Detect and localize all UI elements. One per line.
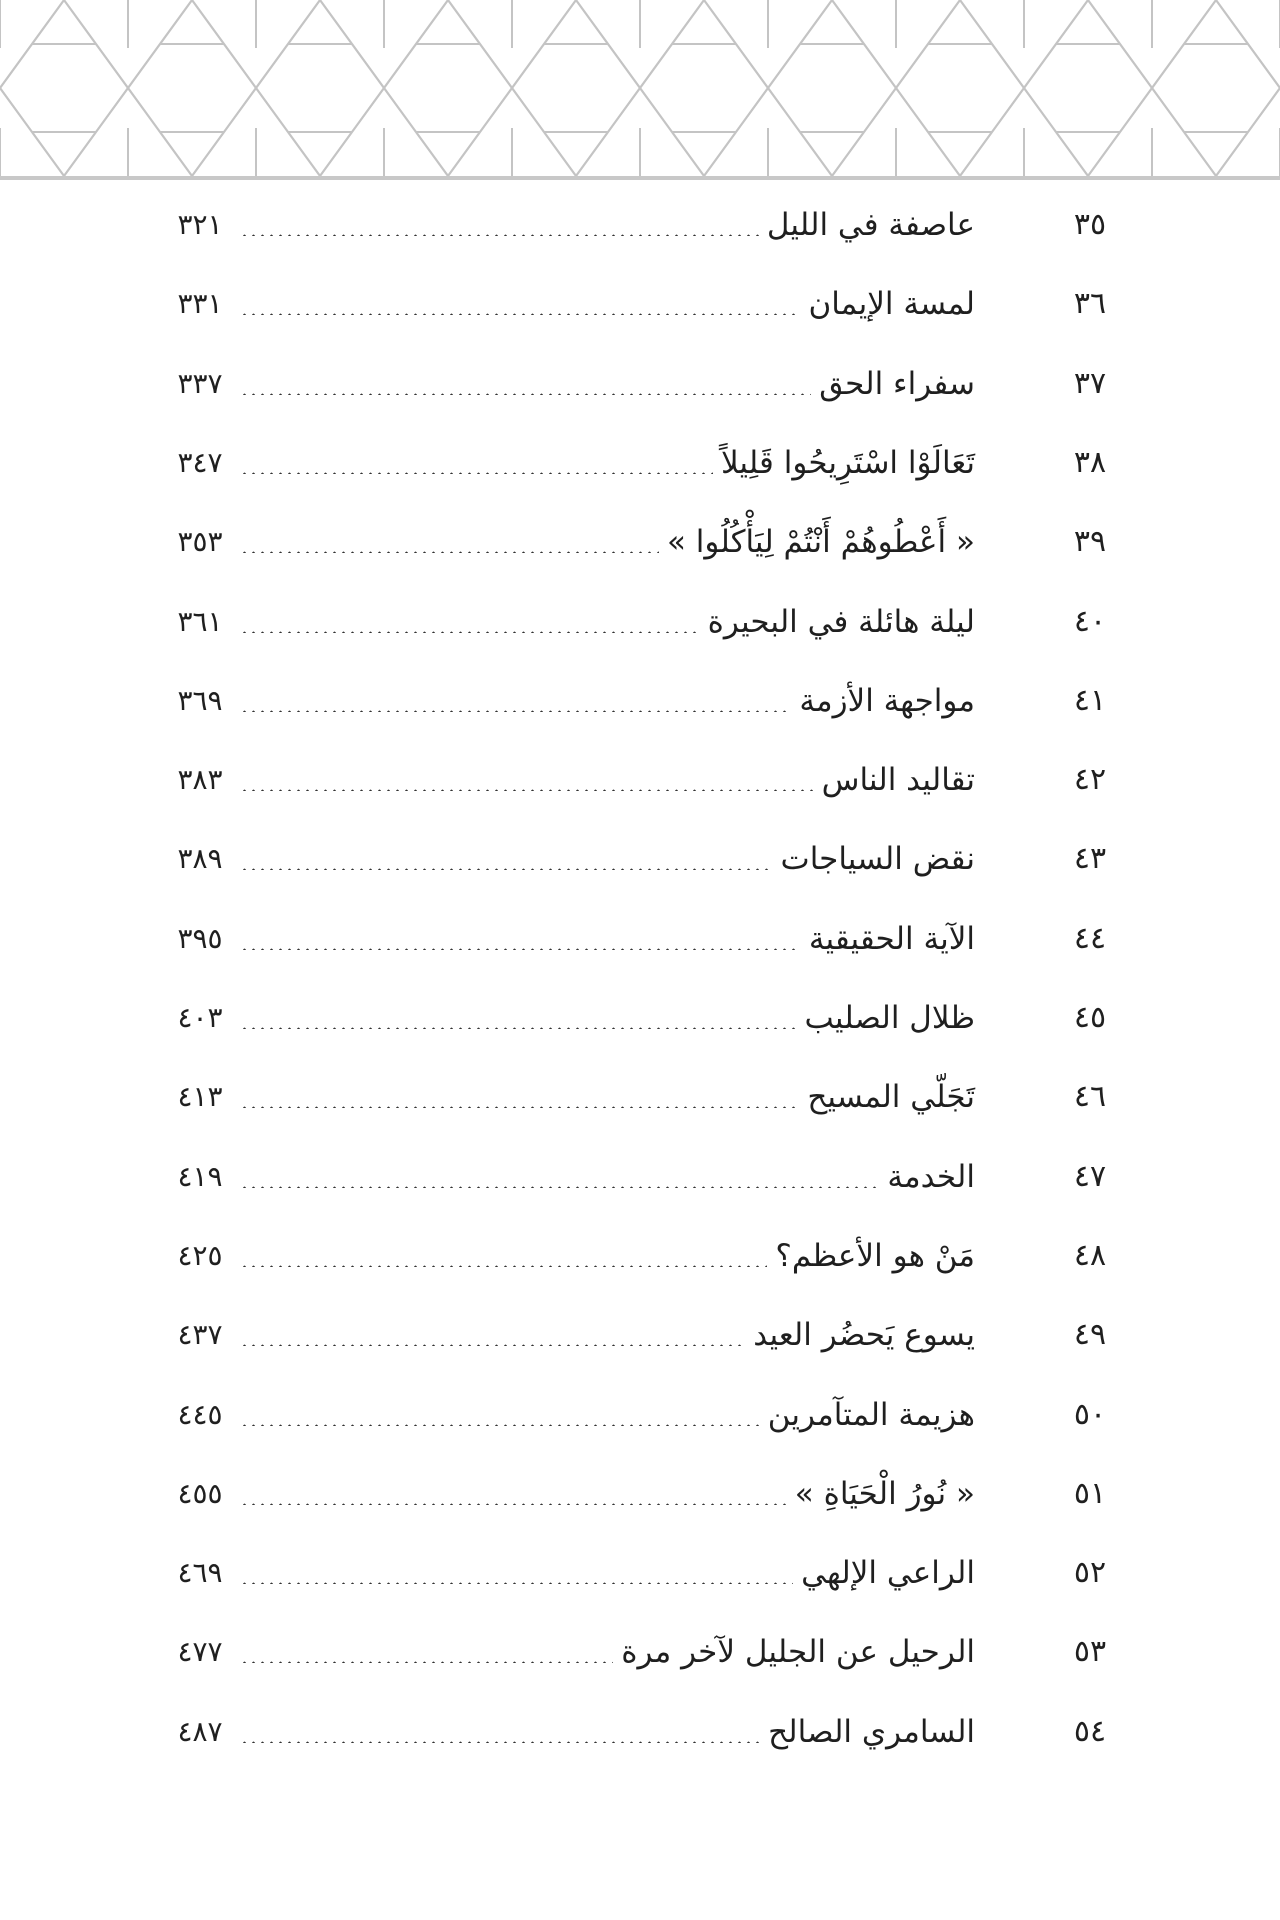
page-number: ٣٨٣ <box>177 763 223 797</box>
pattern-line <box>288 132 320 176</box>
pattern-line <box>576 0 608 44</box>
pattern-line <box>1216 0 1248 44</box>
toc-entry[interactable] <box>0 1295 1280 1375</box>
pattern-line <box>480 44 512 88</box>
pattern-line <box>96 88 128 132</box>
pattern-line <box>960 0 992 44</box>
toc-entry[interactable] <box>0 978 1280 1058</box>
toc-entry[interactable] <box>0 1612 1280 1692</box>
chapter-title-line <box>240 661 975 741</box>
chapter-number: ٥٢ <box>1073 1555 1107 1591</box>
pattern-line <box>64 132 96 176</box>
chapter-title: الراعي الإلهي <box>801 1555 975 1592</box>
toc-entry[interactable] <box>0 1057 1280 1137</box>
page-number: ٤٤٥ <box>177 1397 223 1431</box>
chapter-title: تقاليد الناس <box>821 762 975 799</box>
chapter-title-line <box>240 1295 975 1375</box>
page-number: ٣٣١ <box>177 287 223 321</box>
toc-entry[interactable] <box>0 344 1280 424</box>
chapter-title: مواجهة الأزمة <box>799 682 975 719</box>
chapter-title: سفراء الحق <box>819 365 975 402</box>
dot-leader <box>240 234 759 236</box>
toc-entry[interactable] <box>0 1692 1280 1772</box>
chapter-number: ٤١ <box>1073 682 1107 718</box>
dot-leader <box>240 393 811 395</box>
chapter-title: تَعَالَوْا اسْتَرِيحُوا قَلِيلاً <box>720 444 975 481</box>
dot-leader <box>240 1741 760 1743</box>
page-number: ٤٥٥ <box>177 1476 223 1510</box>
dot-leader <box>240 1344 745 1346</box>
pattern-line <box>736 88 768 132</box>
pattern-line <box>320 132 352 176</box>
chapter-number: ٤٩ <box>1073 1317 1107 1353</box>
pattern-line <box>448 132 480 176</box>
chapter-title: « نُورُ الْحَيَاةِ » <box>794 1475 975 1512</box>
pattern-line <box>992 88 1024 132</box>
chapter-number: ٥١ <box>1073 1475 1107 1511</box>
pattern-line <box>1088 0 1120 44</box>
chapter-title: تَجَلّي المسيح <box>807 1079 975 1116</box>
dot-leader <box>240 551 659 553</box>
chapter-title-line <box>240 582 975 662</box>
pattern-line <box>960 132 992 176</box>
pattern-line <box>608 44 640 88</box>
page-number: ٣٦٩ <box>177 683 223 717</box>
chapter-number: ٥٤ <box>1073 1713 1107 1749</box>
pattern-line <box>1152 44 1184 88</box>
chapter-number: ٣٨ <box>1073 444 1107 480</box>
pattern-line <box>1088 132 1120 176</box>
pattern-line <box>416 132 448 176</box>
pattern-line <box>0 44 32 88</box>
pattern-line <box>640 88 672 132</box>
pattern-line <box>64 0 96 44</box>
chapter-number: ٤٣ <box>1073 841 1107 877</box>
toc-entry[interactable] <box>0 899 1280 979</box>
toc-entry[interactable] <box>0 1454 1280 1534</box>
page-number: ٣٢١ <box>177 208 223 241</box>
chapter-title-line <box>240 1216 975 1296</box>
pattern-line <box>512 88 544 132</box>
toc-entry[interactable] <box>0 661 1280 741</box>
chapter-number: ٥٠ <box>1073 1396 1107 1432</box>
toc-entry[interactable] <box>0 819 1280 899</box>
chapter-title: « أَعْطُوهُمْ أَنْتُمْ لِيَأْكُلُوا » <box>666 524 975 561</box>
page-number: ٣٨٩ <box>177 842 223 876</box>
chapter-title: لمسة الإيمان <box>808 286 975 323</box>
toc-entry[interactable] <box>0 264 1280 344</box>
chapter-title-line <box>240 1454 975 1534</box>
chapter-number: ٤٤ <box>1073 920 1107 956</box>
chapter-title: ليلة هائلة في البحيرة <box>707 603 975 640</box>
chapter-number: ٤٠ <box>1073 603 1107 639</box>
dot-leader <box>240 789 814 791</box>
pattern-line <box>160 132 192 176</box>
toc-entry[interactable] <box>0 1375 1280 1455</box>
pattern-line <box>1248 44 1280 88</box>
dot-leader <box>240 1424 760 1426</box>
pattern-line <box>1120 44 1152 88</box>
pattern-line <box>448 0 480 44</box>
chapter-title-line <box>240 1533 975 1613</box>
pattern-line <box>128 44 160 88</box>
pattern-line <box>1248 88 1280 132</box>
chapter-title-line <box>240 978 975 1058</box>
pattern-line <box>352 88 384 132</box>
page-number: ٤٦٩ <box>177 1556 223 1590</box>
pattern-line <box>288 0 320 44</box>
dot-leader <box>240 472 713 474</box>
chapter-number: ٤٥ <box>1073 1000 1107 1035</box>
pattern-line <box>1024 44 1056 88</box>
chapter-title: السامري الصالح <box>768 1713 975 1750</box>
pattern-line <box>800 0 832 44</box>
chapter-title: الآية الحقيقية <box>808 920 975 957</box>
pattern-line <box>32 132 64 176</box>
pattern-line <box>800 132 832 176</box>
chapter-number: ٤٨ <box>1073 1237 1107 1273</box>
chapter-title-line <box>240 819 975 899</box>
pattern-line <box>608 88 640 132</box>
pattern-line <box>480 88 512 132</box>
pattern-line <box>1152 88 1184 132</box>
chapter-number: ٤٢ <box>1073 762 1107 798</box>
dot-leader <box>240 1661 613 1663</box>
pattern-line <box>928 132 960 176</box>
page-number: ٣٣٧ <box>177 366 223 400</box>
page-number: ٤٢٥ <box>177 1238 223 1272</box>
page-number: ٤٧٧ <box>177 1635 223 1669</box>
banner-divider <box>0 176 1280 180</box>
pattern-line <box>96 44 128 88</box>
page-number: ٣٥٣ <box>177 525 223 559</box>
pattern-line <box>672 132 704 176</box>
dot-leader <box>240 1582 793 1584</box>
pattern-line <box>192 0 224 44</box>
chapter-number: ٣٩ <box>1073 524 1107 560</box>
chapter-number: ٣٥ <box>1073 207 1107 242</box>
chapter-title-line <box>240 185 975 265</box>
pattern-line <box>544 132 576 176</box>
pattern-line <box>736 44 768 88</box>
dot-leader <box>240 948 801 950</box>
pattern-line <box>224 88 256 132</box>
toc-entry[interactable] <box>0 1533 1280 1613</box>
chapter-number: ٤٦ <box>1073 1079 1107 1115</box>
pattern-line <box>160 0 192 44</box>
chapter-title-line <box>240 1057 975 1137</box>
page-number: ٤١٣ <box>177 1080 223 1114</box>
pattern-line <box>864 44 896 88</box>
pattern-line <box>1024 88 1056 132</box>
pattern-line <box>1120 88 1152 132</box>
pattern-line <box>0 88 32 132</box>
dot-leader <box>240 1027 796 1029</box>
toc-entry[interactable] <box>0 1137 1280 1217</box>
page-number: ٤٠٣ <box>177 1001 223 1034</box>
chapter-title: عاصفة في الليل <box>766 207 975 243</box>
dot-leader <box>240 1186 879 1188</box>
dot-leader <box>240 1503 787 1505</box>
chapter-title: هزيمة المتآمرين <box>767 1396 975 1433</box>
page-number: ٣٤٧ <box>177 445 223 479</box>
chapter-title-line <box>240 740 975 820</box>
pattern-line <box>1184 0 1216 44</box>
dot-leader <box>240 1265 767 1267</box>
chapter-title-line <box>240 344 975 424</box>
chapter-title: مَنْ هو الأعظم؟ <box>775 1237 975 1274</box>
dot-leader <box>240 868 773 870</box>
pattern-line <box>128 88 160 132</box>
toc-entry[interactable] <box>0 423 1280 503</box>
chapter-title-line <box>240 1137 975 1217</box>
pattern-line <box>864 88 896 132</box>
pattern-line <box>224 44 256 88</box>
chapter-title: الرحيل عن الجليل لآخر مرة <box>621 1634 975 1671</box>
pattern-line <box>1056 0 1088 44</box>
dot-leader <box>240 631 700 633</box>
chapter-title: ظلال الصليب <box>804 1000 975 1036</box>
chapter-title-line <box>240 1375 975 1455</box>
pattern-line <box>1184 132 1216 176</box>
pattern-line <box>384 88 416 132</box>
pattern-line <box>704 0 736 44</box>
toc-entry[interactable] <box>0 185 1280 265</box>
pattern-line <box>352 44 384 88</box>
toc-entry[interactable] <box>0 740 1280 820</box>
page-number: ٤١٩ <box>177 1159 223 1193</box>
pattern-line <box>32 0 64 44</box>
pattern-line <box>832 132 864 176</box>
pattern-line <box>544 0 576 44</box>
pattern-line <box>512 44 544 88</box>
chapter-title: نقض السياجات <box>780 841 975 878</box>
pattern-line <box>928 0 960 44</box>
header-pattern-banner <box>0 0 1280 180</box>
chapter-number: ٥٣ <box>1073 1634 1107 1670</box>
chapter-number: ٣٧ <box>1073 365 1107 401</box>
toc-entry[interactable] <box>0 582 1280 662</box>
pattern-line <box>416 0 448 44</box>
dot-leader <box>240 1106 799 1108</box>
page-number: ٤٨٧ <box>177 1714 223 1748</box>
page-number: ٤٣٧ <box>177 1318 223 1352</box>
chapter-title-line <box>240 502 975 582</box>
chapter-title-line <box>240 264 975 344</box>
chapter-title-line <box>240 423 975 503</box>
pattern-line <box>640 44 672 88</box>
pattern-line <box>1216 132 1248 176</box>
pattern-line <box>320 0 352 44</box>
pattern-line <box>704 132 736 176</box>
chapter-number: ٤٧ <box>1073 1158 1107 1194</box>
pattern-line <box>672 0 704 44</box>
pattern-line <box>832 0 864 44</box>
chapter-title: الخدمة <box>887 1158 975 1195</box>
pattern-line <box>896 44 928 88</box>
dot-leader <box>240 313 800 315</box>
pattern-line <box>192 132 224 176</box>
chapter-title: يسوع يَحضُر العيد <box>753 1317 975 1354</box>
pattern-line <box>1056 132 1088 176</box>
dot-leader <box>240 710 791 712</box>
page-number: ٣٩٥ <box>177 921 223 955</box>
chapter-title-line <box>240 1612 975 1692</box>
toc-entry[interactable] <box>0 1216 1280 1296</box>
pattern-line <box>256 44 288 88</box>
chapter-title-line <box>240 1692 975 1772</box>
geometric-lattice-pattern <box>0 0 1280 176</box>
toc-entry[interactable] <box>0 502 1280 582</box>
pattern-line <box>256 88 288 132</box>
page-number: ٣٦١ <box>177 604 223 638</box>
chapter-title-line <box>240 899 975 979</box>
pattern-line <box>768 88 800 132</box>
pattern-line <box>768 44 800 88</box>
pattern-line <box>896 88 928 132</box>
pattern-line <box>992 44 1024 88</box>
pattern-line <box>576 132 608 176</box>
chapter-number: ٣٦ <box>1073 286 1107 322</box>
pattern-line <box>384 44 416 88</box>
